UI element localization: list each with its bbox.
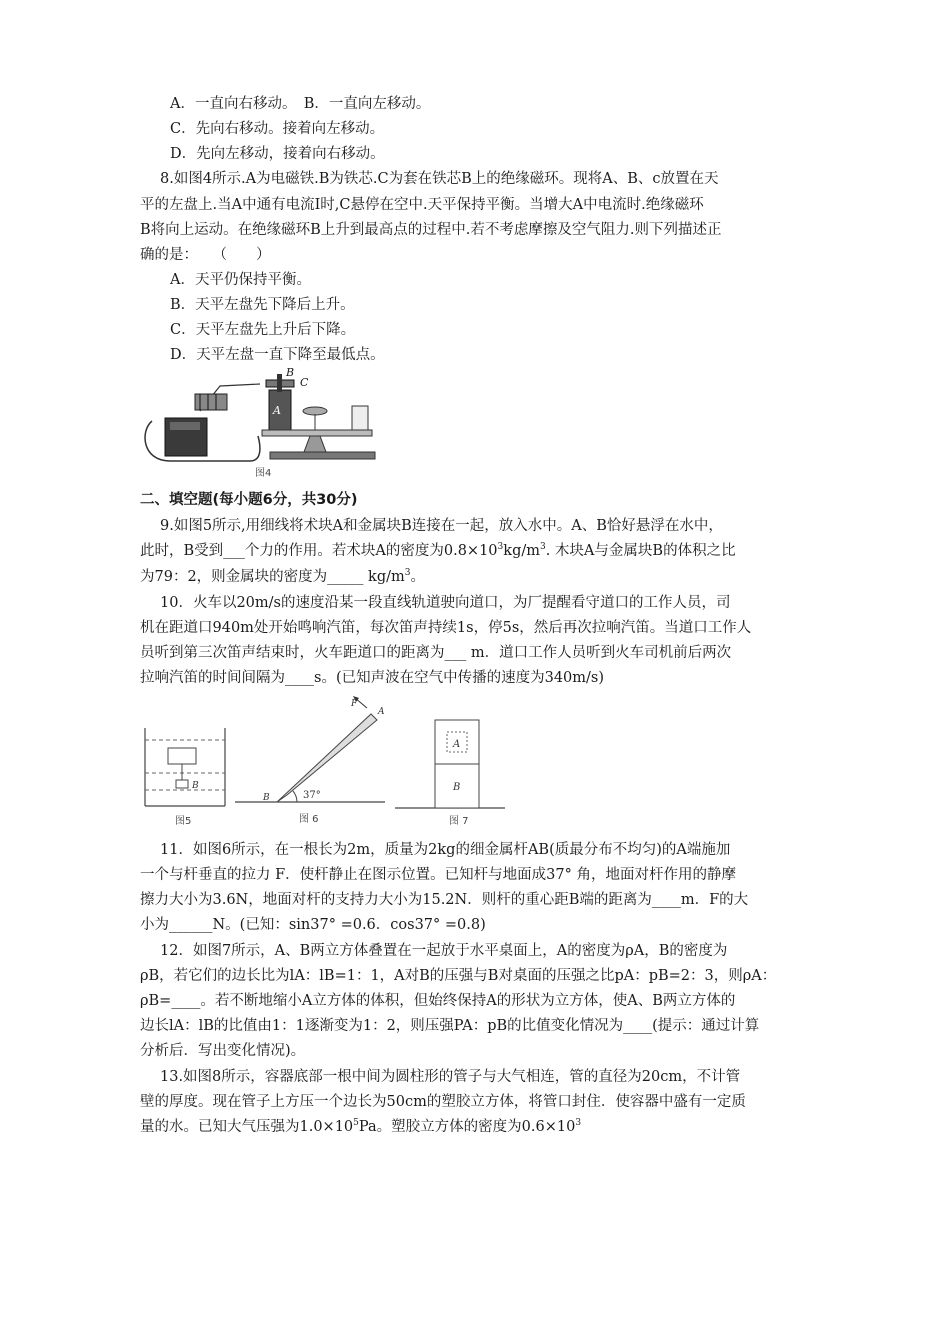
q7-option-c: C．先向右移动。接着向左移动。	[170, 121, 385, 137]
q10-line-3: 员听到第三次笛声结束时，火车距道口的距离为___ m．道口工作人员听到火车司机前后两次	[140, 645, 732, 661]
q8-option-d: D．天平左盘一直下降至最低点。	[170, 347, 385, 363]
q11-line-1: 11．如图6所示，在一根长为2m，质量为2kg的细金属杆AB(质最分布不均匀)的A端施加	[160, 842, 731, 858]
q9-unit: kg/m	[503, 543, 540, 559]
q7-option-d: D．先向左移动，接着向右移动。	[170, 146, 385, 162]
q12-line-4: 边长lA：lB的比值由1：1逐渐变为1：2，则压强PA：pB的比值变化情况为____(提示：通过计算	[140, 1018, 760, 1034]
q9-line-1: 9.如图5所示,用细线将术块A和金属块B连接在一起，放入水中。A、B恰好悬浮在水中，	[160, 518, 723, 534]
q13-sup-1: 5	[353, 1118, 359, 1129]
fig6-caption: 图 6	[299, 814, 319, 825]
figure-6	[235, 692, 385, 830]
q8-option-c: C．天平左盘先上升后下降。	[170, 322, 356, 338]
q8-line-2: 平的左盘上.当A中通有电流I时,C悬停在空中.天平保持平衡。当增大A中电流时.绝缘磁环	[140, 197, 704, 213]
q13-line-3	[140, 1116, 581, 1138]
q9-sup-1: 3	[497, 542, 504, 553]
fig5-label-b: B	[192, 781, 199, 791]
q9-line-2	[140, 540, 736, 562]
q13-sup-2: 3	[575, 1118, 582, 1129]
q8-option-a: A．天平仍保持平衡。	[170, 272, 311, 288]
figure-7	[395, 712, 505, 830]
q9-line-3-end: 。	[410, 569, 425, 585]
fig4-label-c: C	[300, 376, 309, 389]
q10-line-1: 10．火车以20m/s的速度沿某一段直线轨道驶向道口，为厂提醒看守道口的工作人员，司	[160, 595, 731, 611]
q11-line-2: 一个与杆垂直的拉力 F．使杆静止在图示位置。已知杆与地面成37° 角，地面对杆作用的静摩	[140, 867, 736, 883]
q9-sup-3: 3	[404, 568, 411, 579]
fig6-angle: 37°	[303, 790, 321, 801]
q11-line-3: 擦力大小为3.6N，地面对杆的支持力大小为15.2N．则杆的重心距B端的距离为____m．F的大	[140, 892, 749, 908]
figure-5	[140, 718, 230, 830]
fig6-label-f: F	[351, 699, 358, 709]
fig5-caption: 图5	[175, 816, 192, 827]
fig6-label-b: B	[263, 793, 270, 803]
q9-line-2-text: 此时，B受到___个力的作用。若术块A的密度为0.8×10	[140, 543, 498, 559]
fig4-label-a: A	[273, 404, 281, 417]
section-heading: 二、填空题(每小题6分，共30分)	[140, 492, 358, 508]
q13-line-2: 壁的厚度。现在管子上方压一个边长为50cm的塑胶立方体，将管口封住．使容器中盛有一定质	[140, 1094, 746, 1110]
q13-line-1: 13.如图8所示，容器底部一根中间为圆柱形的管子与大气相连，管的直径为20cm，不计管	[160, 1069, 741, 1085]
fig4-label-b: B	[286, 366, 295, 379]
q11-line-4: 小为______N。(已知：sin37° =0.6．cos37° =0.8)	[140, 917, 486, 933]
q7-option-ab: A．一直向右移动。 B．一直向左移动。	[170, 96, 431, 112]
q10-line-2: 机在距道口940m处开始鸣响汽笛，每次笛声持续1s，停5s，然后再次拉响汽笛。当道口工作人	[140, 620, 752, 636]
q8-line-4: 确的是： （ ）	[140, 247, 271, 263]
fig7-label-b: B	[453, 782, 461, 793]
q13-line-3-text: 量的水。已知大气压强为1.0×10	[140, 1119, 354, 1135]
q12-line-3: ρB=____。若不断地缩小A立方体的体积，但始终保持A的形状为立方体，使A、B两立方体的	[140, 993, 736, 1009]
q8-option-b: B．天平左盘先下降后上升。	[170, 297, 355, 313]
fig7-label-a: A	[453, 739, 461, 750]
fig6-label-a: A	[378, 707, 385, 717]
q12-line-2: ρB，若它们的边长比为lA：lB=1：1，A对B的压强与B对桌面的压强之比pA：pB=2：3，则ρA：	[140, 968, 777, 984]
q9-line-3	[140, 566, 425, 588]
fig4-caption: 图4	[255, 468, 272, 479]
q8-line-1: 8.如图4所示.A为电磁铁.B为铁芯.C为套在铁芯B上的绝缘磁环。现将A、B、c放置在天	[160, 171, 719, 187]
q9-sup-2: 3	[539, 542, 546, 553]
q8-line-3: B将向上运动。在绝缘磁环B上升到最高点的过程中.若不考虑摩擦及空气阻力.则下列描述正	[140, 222, 722, 238]
q13-line-3-mid: Pa。塑胶立方体的密度为0.6×10	[358, 1119, 576, 1135]
q9-line-2-end: . 木块A与金属块B的体积之比	[545, 543, 736, 559]
q12-line-1: 12．如图7所示，A、B两立方体叠置在一起放于水平桌面上，A的密度为ρA，B的密度为	[160, 943, 728, 959]
q12-line-5: 分析后．写出变化情况)。	[140, 1043, 306, 1059]
figure-4	[140, 366, 380, 484]
q9-line-3-text: 为79：2，则金属块的密度为_____ kg/m	[140, 569, 405, 585]
q10-line-4: 拉响汽笛的时间间隔为____s。(已知声波在空气中传播的速度为340m/s)	[140, 670, 605, 686]
fig7-caption: 图 7	[449, 816, 469, 827]
